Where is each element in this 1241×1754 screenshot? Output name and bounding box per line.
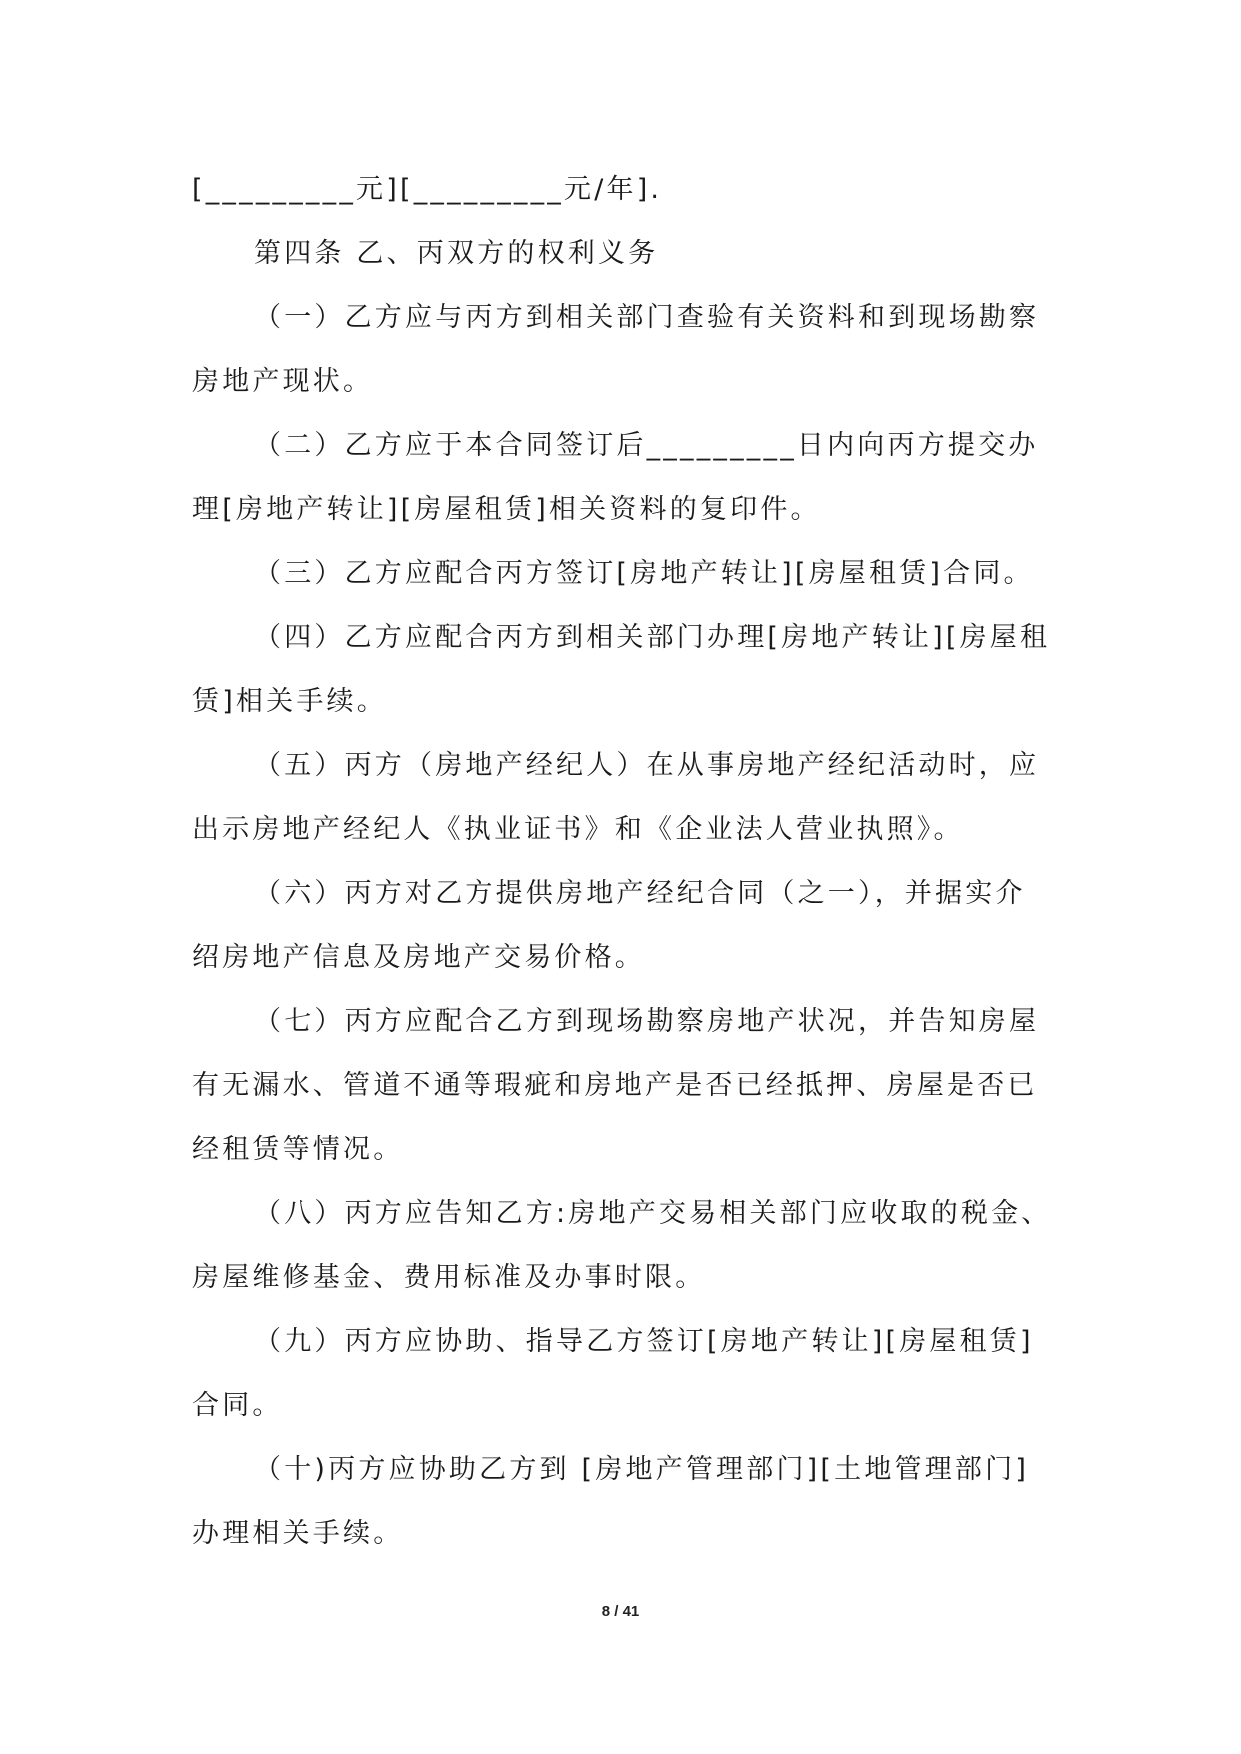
clause-3: （三）乙方应配合丙方签订[房地产转让][房屋租赁]合同。 bbox=[254, 558, 1034, 589]
clause-5: （五）丙方（房地产经纪人）在从事房地产经纪活动时，应出示房地产经纪人《执业证书》和《企业法人营业执照》。 bbox=[192, 750, 1040, 845]
clause-4: （四）乙方应配合丙方到相关部门办理[房地产转让][房屋租赁]相关手续。 bbox=[192, 622, 1051, 717]
article-four-heading: 第四条 乙、丙双方的权利义务 bbox=[254, 238, 659, 269]
document-body bbox=[192, 158, 1052, 1566]
clause-2: （二）乙方应于本合同签订后_________日内向丙方提交办理[房地产转让][房屋租赁]相关资料的复印件。 bbox=[192, 430, 1039, 525]
clause-7: （七）丙方应配合乙方到现场勘察房地产状况，并告知房屋有无漏水、管道不通等瑕疵和房地产是否已经抵押、房屋是否已经租赁等情况。 bbox=[192, 1006, 1040, 1165]
clause-1: （一）乙方应与丙方到相关部门查验有关资料和到现场勘察房地产现状。 bbox=[192, 302, 1040, 397]
page-number: 8 / 41 bbox=[601, 1603, 640, 1620]
clause-8: （八）丙方应告知乙方:房地产交易相关部门应收取的税金、房屋维修基金、费用标准及办事时限。 bbox=[192, 1198, 1052, 1293]
amount-line: [_________元][_________元/年]. bbox=[192, 174, 663, 205]
clause-6: （六）丙方对乙方提供房地产经纪合同（之一），并据实介绍房地产信息及房地产交易价格。 bbox=[192, 878, 1026, 973]
clause-10: （十)丙方应协助乙方到 [房地产管理部门][土地管理部门]办理相关手续。 bbox=[192, 1454, 1030, 1549]
clause-9: （九）丙方应协助、指导乙方签订[房地产转让][房屋租赁]合同。 bbox=[192, 1326, 1034, 1421]
